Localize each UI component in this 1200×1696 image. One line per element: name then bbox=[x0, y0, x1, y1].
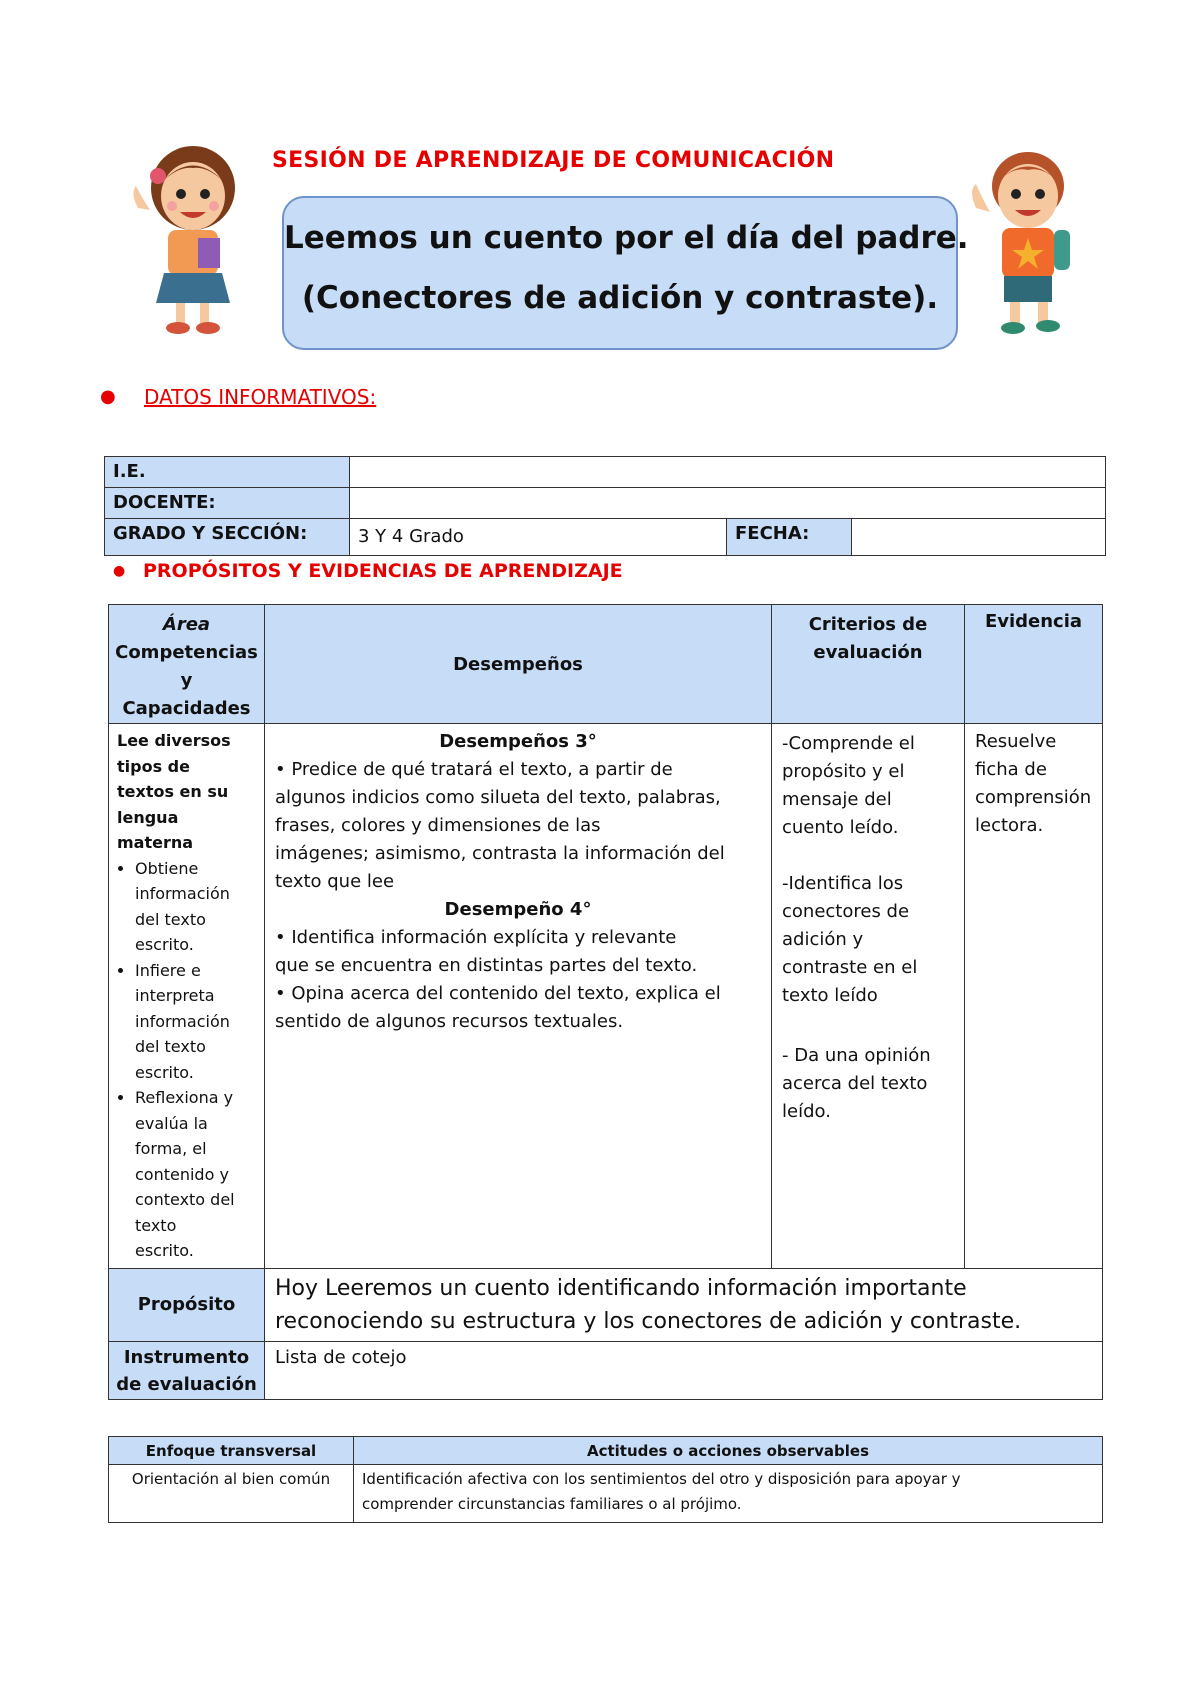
list-item: • Infiere e interpreta información del texto escrito. bbox=[135, 958, 256, 1086]
desempeno4-text: • Identifica información explícita y relevante que se encuentra en distintas partes del texto. • Opina acerca del contenido del texto, explica el sentido de algunos recursos textuales. bbox=[275, 927, 721, 1032]
docente-label: DOCENTE: bbox=[105, 488, 350, 519]
topic-box bbox=[282, 196, 969, 350]
competencia-cell bbox=[109, 724, 265, 1269]
datos-heading: DATOS INFORMATIVOS: bbox=[144, 385, 377, 409]
enfoque-table bbox=[108, 1436, 1103, 1523]
boy-illustration bbox=[968, 138, 1088, 338]
bullet-icon: ● bbox=[100, 386, 116, 407]
propositos-table bbox=[108, 604, 1103, 1400]
fecha-value bbox=[852, 519, 1106, 556]
fecha-label: FECHA: bbox=[727, 519, 852, 556]
actitud-value: Identificación afectiva con los sentimientos del otro y disposición para apoyar y comprender circunstancias familiares o al prójimo. bbox=[354, 1465, 1103, 1523]
grado-value: 3 Y 4 Grado bbox=[350, 519, 727, 556]
instrumento-label: Instrumento de evaluación bbox=[109, 1341, 265, 1399]
area-header: Área Competencias y Capacidades bbox=[109, 605, 265, 724]
datos-table bbox=[104, 456, 1106, 556]
desempenos-cell bbox=[265, 724, 772, 1269]
desempeno4-title: Desempeño 4° bbox=[444, 899, 592, 920]
session-title: SESIÓN DE APRENDIZAJE DE COMUNICACIÓN bbox=[272, 148, 835, 173]
evidencia-cell bbox=[965, 724, 1103, 1269]
criterios-cell bbox=[772, 724, 965, 1269]
girl-illustration bbox=[128, 138, 258, 338]
competencia-text: Lee diversos tipos de textos en su lengua materna bbox=[117, 731, 231, 852]
criterios-header: Criterios de evaluación bbox=[772, 605, 965, 724]
ie-value bbox=[350, 457, 1106, 488]
desempeno3-text: • Predice de qué tratará el texto, a partir de algunos indicios como silueta del texto, palabras, frases, colores y dimensiones de las imágenes; asimismo, contrasta la información del texto que lee bbox=[275, 759, 725, 892]
capacidades-list bbox=[117, 856, 256, 1264]
enfoque-value: Orientación al bien común bbox=[109, 1465, 354, 1523]
actitudes-header: Actitudes o acciones observables bbox=[354, 1437, 1103, 1465]
proposito-text: Hoy Leeremos un cuento identificando información importante reconociendo su estructura y los conectores de adición y contraste. bbox=[265, 1268, 1103, 1341]
list-item: • Reflexiona y evalúa la forma, el contenido y contexto del texto escrito. bbox=[135, 1085, 256, 1264]
criterio-2: -Identifica los conectores de adición y contraste en el texto leído bbox=[782, 873, 918, 1006]
proposito-label: Propósito bbox=[109, 1268, 265, 1341]
list-item: • Obtiene información del texto escrito. bbox=[135, 856, 256, 958]
docente-value bbox=[350, 488, 1106, 519]
evidencia-header: Evidencia bbox=[965, 605, 1103, 724]
grado-label: GRADO Y SECCIÓN: bbox=[105, 519, 350, 556]
evidencia-text: Resuelve ficha de comprensión lectora. bbox=[975, 731, 1092, 836]
desempenos-header: Desempeños bbox=[265, 605, 772, 724]
ie-label: I.E. bbox=[105, 457, 350, 488]
enfoque-header: Enfoque transversal bbox=[109, 1437, 354, 1465]
bullet-icon: ● bbox=[113, 563, 126, 579]
topic-line-2: (Conectores de adición y contraste). bbox=[301, 280, 939, 316]
criterio-1: -Comprende el propósito y el mensaje del cuento leído. bbox=[782, 733, 915, 838]
instrumento-value: Lista de cotejo bbox=[265, 1341, 1103, 1399]
topic-line-1: Leemos un cuento por el día del padre. bbox=[284, 220, 969, 256]
desempeno3-title: Desempeños 3° bbox=[439, 731, 597, 752]
propositos-heading: PROPÓSITOS Y EVIDENCIAS DE APRENDIZAJE bbox=[143, 560, 623, 582]
criterio-3: - Da una opinión acerca del texto leído. bbox=[782, 1045, 931, 1122]
